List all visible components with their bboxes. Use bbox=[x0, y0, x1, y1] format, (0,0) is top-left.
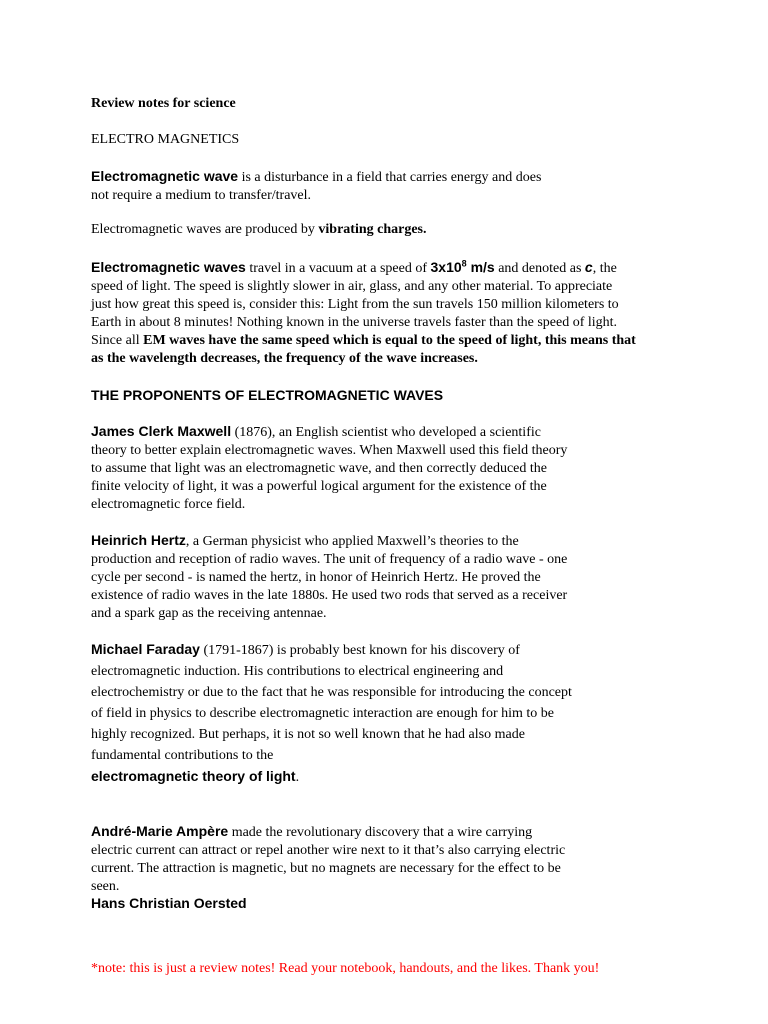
paragraph-em-wave-definition bbox=[91, 167, 691, 205]
section-heading-proponents: THE PROPONENTS OF ELECTROMAGNETIC WAVES bbox=[91, 387, 444, 403]
name-oersted: Hans Christian Oersted bbox=[91, 895, 247, 911]
term-vibrating-charges: vibrating charges. bbox=[318, 222, 427, 237]
paragraph-maxwell bbox=[91, 422, 611, 514]
paragraph-line: highly recognized. But perhaps, it is not so well known that he had also made bbox=[91, 727, 525, 742]
paragraph-line: electric current can attract or repel another wire next to it that’s also carrying electric bbox=[91, 843, 566, 858]
paragraph-bold-text: EM waves have the same speed which is equal to the speed of light, this means that bbox=[143, 333, 636, 348]
paragraph-line: current. The attraction is magnetic, but no magnets are necessary for the effect to be bbox=[91, 861, 561, 876]
term-em-theory-of-light: electromagnetic theory of light bbox=[91, 768, 296, 784]
symbol-c: c bbox=[584, 259, 593, 275]
footnote-review-note: *note: this is just a review notes! Read your notebook, handouts, and the likes. Thank you! bbox=[91, 961, 600, 976]
paragraph-hertz bbox=[91, 531, 611, 623]
paragraph-line: seen. bbox=[91, 879, 120, 894]
paragraph-line: Earth in about 8 minutes! Nothing known in the universe travels faster than the speed of light. bbox=[91, 315, 618, 330]
section-heading-electromagnetics: ELECTRO MAGNETICS bbox=[91, 132, 240, 147]
paragraph-line: as the wavelength decreases, the frequency of the wave increases. bbox=[91, 351, 478, 366]
paragraph-line bbox=[91, 167, 691, 187]
speed-value bbox=[431, 259, 495, 275]
paragraph-text: and denoted as bbox=[494, 261, 585, 276]
name-hertz: Heinrich Hertz bbox=[91, 532, 186, 548]
paragraph-ampere bbox=[91, 822, 611, 896]
paragraph-faraday bbox=[91, 639, 611, 788]
paragraph-line: of field in physics to describe electromagnetic interaction are enough for him to be bbox=[91, 706, 555, 721]
term-electromagnetic-waves: Electromagnetic waves bbox=[91, 259, 246, 275]
paragraph-line bbox=[91, 531, 611, 551]
paragraph-line: theory to better explain electromagnetic waves. When Maxwell used this field theory bbox=[91, 443, 568, 458]
paragraph-line: electromagnetic induction. His contributions to electrical engineering and bbox=[91, 664, 504, 679]
paragraph-em-speed bbox=[91, 258, 691, 368]
speed-base: 3x10 bbox=[430, 259, 462, 275]
paragraph-text: (1791-1867) is probably best known for his discovery of bbox=[199, 643, 520, 658]
paragraph-line bbox=[91, 422, 611, 442]
paragraph-line bbox=[91, 258, 691, 278]
paragraph-em-production bbox=[91, 221, 691, 239]
term-electromagnetic-wave: Electromagnetic wave bbox=[91, 168, 239, 184]
paragraph-text: , a German physicist who applied Maxwell’s theories to the bbox=[185, 534, 519, 549]
paragraph-line: fundamental contributions to the bbox=[91, 748, 274, 763]
paragraph-text: . bbox=[295, 770, 300, 785]
paragraph-line: to assume that light was an electromagnetic wave, and then correctly deduced the bbox=[91, 461, 547, 476]
paragraph-line: existence of radio waves in the late 1880s. He used two rods that served as a receiver bbox=[91, 588, 568, 603]
paragraph-line: electrochemistry or due to the fact that he was responsible for introducing the concept bbox=[91, 685, 572, 700]
paragraph-text: (1876), an English scientist who developed a scientific bbox=[231, 425, 541, 440]
paragraph-text: , the bbox=[592, 261, 617, 276]
paragraph-text: travel in a vacuum at a speed of bbox=[245, 261, 431, 276]
paragraph-line: and a spark gap as the receiving antennae. bbox=[91, 606, 327, 621]
paragraph-text: Since all bbox=[91, 333, 144, 348]
paragraph-line: production and reception of radio waves. The unit of frequency of a radio wave - one bbox=[91, 552, 568, 567]
speed-unit: m/s bbox=[466, 259, 495, 275]
paragraph-text: is a disturbance in a field that carries energy and does bbox=[238, 170, 542, 185]
paragraph-line bbox=[91, 766, 611, 788]
paragraph-line bbox=[91, 822, 611, 842]
name-ampere: André-Marie Ampère bbox=[91, 823, 229, 839]
paragraph-line bbox=[91, 332, 691, 350]
paragraph-line: electromagnetic force field. bbox=[91, 497, 246, 512]
name-faraday: Michael Faraday bbox=[91, 641, 200, 657]
speed-exponent: 8 bbox=[461, 258, 467, 269]
paragraph-line: cycle per second - is named the hertz, in honor of Heinrich Hertz. He proved the bbox=[91, 570, 541, 585]
document-title: Review notes for science bbox=[91, 96, 236, 111]
paragraph-text: made the revolutionary discovery that a wire carrying bbox=[228, 825, 533, 840]
paragraph-line: finite velocity of light, it was a powerful logical argument for the existence of the bbox=[91, 479, 547, 494]
paragraph-line: just how great this speed is, consider this: Light from the sun travels 150 million kilometers to bbox=[91, 297, 619, 312]
paragraph-line: speed of light. The speed is slightly slower in air, glass, and any other material. To appreciate bbox=[91, 279, 613, 294]
name-maxwell: James Clerk Maxwell bbox=[91, 423, 232, 439]
paragraph-line bbox=[91, 639, 611, 661]
paragraph-line: not require a medium to transfer/travel. bbox=[91, 188, 312, 203]
paragraph-text: Electromagnetic waves are produced by bbox=[91, 222, 319, 237]
